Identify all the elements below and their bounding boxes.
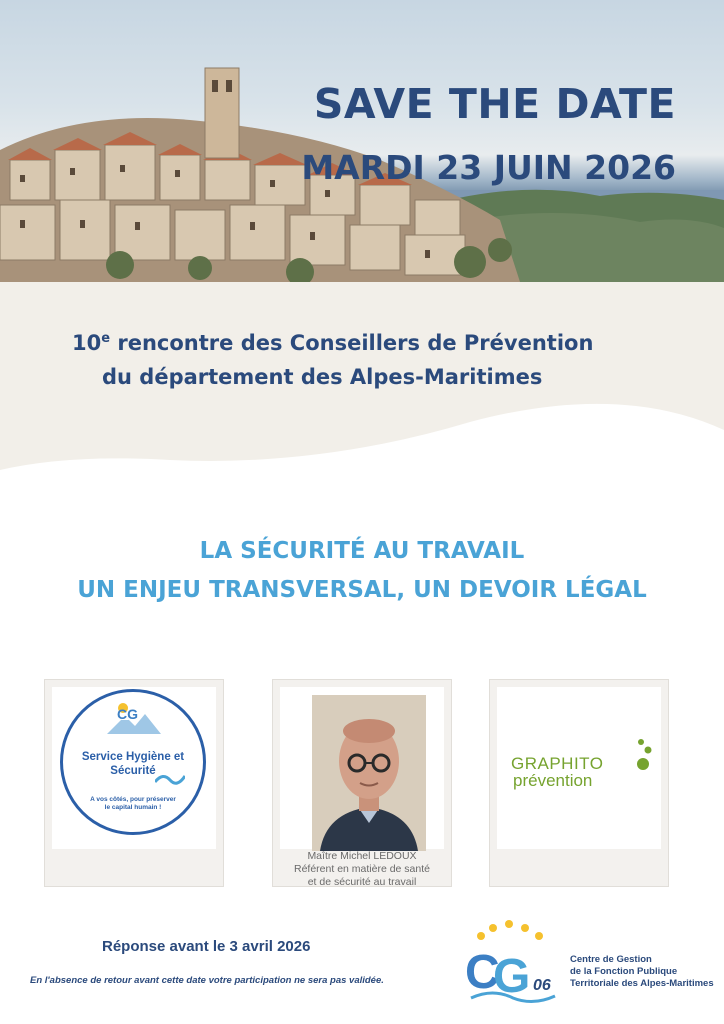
service-tagline-line-2: le capital humain ! xyxy=(104,804,162,811)
cdg-letter-g: G xyxy=(493,950,531,1003)
intro-ordinal: 10 xyxy=(72,331,102,355)
speaker-role-line-1: Référent en matière de santé xyxy=(294,863,430,875)
theme-line-2: UN ENJEU TRANSVERSAL, UN DEVOIR LÉGAL xyxy=(77,577,647,603)
org-line-2: de la Fonction Publique xyxy=(570,966,678,977)
village-illustration xyxy=(0,0,724,282)
intro-ordinal-suffix: e xyxy=(101,331,111,346)
event-theme xyxy=(0,532,724,610)
service-title-line-2: Sécurité xyxy=(110,765,156,777)
cdg-number: 06 xyxy=(533,977,551,994)
intro-line-2: du département des Alpes-Maritimes xyxy=(102,365,543,389)
event-intro xyxy=(0,326,724,394)
service-card-image xyxy=(52,687,216,849)
participation-notice: En l'absence de retour avant cette date votre participation ne sera pas validée. xyxy=(30,975,384,986)
hero-photo xyxy=(0,0,724,282)
intro-line-1-text: rencontre des Conseillers de Prévention xyxy=(110,331,594,355)
speaker-card xyxy=(272,679,452,887)
graphito-name: GRAPHITO xyxy=(511,754,604,773)
service-card xyxy=(44,679,224,887)
org-line-3: Territoriale des Alpes-Maritimes xyxy=(570,978,714,989)
service-tagline-line-1: A vos côtés, pour préserver xyxy=(90,796,176,803)
cdg06-logo xyxy=(463,918,563,1004)
cdg-letters: C xyxy=(465,946,500,999)
graphito-dots-icon xyxy=(635,737,655,773)
service-badge xyxy=(60,689,206,835)
wave-icon xyxy=(155,770,185,788)
service-tagline xyxy=(69,796,197,812)
save-the-date-title: SAVE THE DATE xyxy=(313,80,676,128)
speaker-name: Maître Michel LEDOUX xyxy=(307,850,417,862)
theme-line-1: LA SÉCURITÉ AU TRAVAIL xyxy=(199,538,525,564)
partner-card xyxy=(489,679,669,887)
speaker-caption xyxy=(273,850,451,889)
graphito-subtitle: prévention xyxy=(513,771,593,790)
partner-card-image xyxy=(497,687,661,849)
speaker-card-image xyxy=(280,687,444,849)
cdg-organisation-name xyxy=(570,954,714,990)
cg-mini-logo: CG xyxy=(117,706,138,722)
graphito-logo xyxy=(511,755,603,790)
intro-line-1 xyxy=(0,326,724,360)
service-title-line-1: Service Hygiène et xyxy=(81,751,185,763)
event-date: MARDI 23 JUIN 2026 xyxy=(301,148,676,187)
reply-deadline: Réponse avant le 3 avril 2026 xyxy=(102,938,311,955)
speaker-portrait xyxy=(312,695,426,851)
org-line-1: Centre de Gestion xyxy=(570,954,652,965)
speaker-role-line-2: et de sécurité au travail xyxy=(307,876,417,888)
